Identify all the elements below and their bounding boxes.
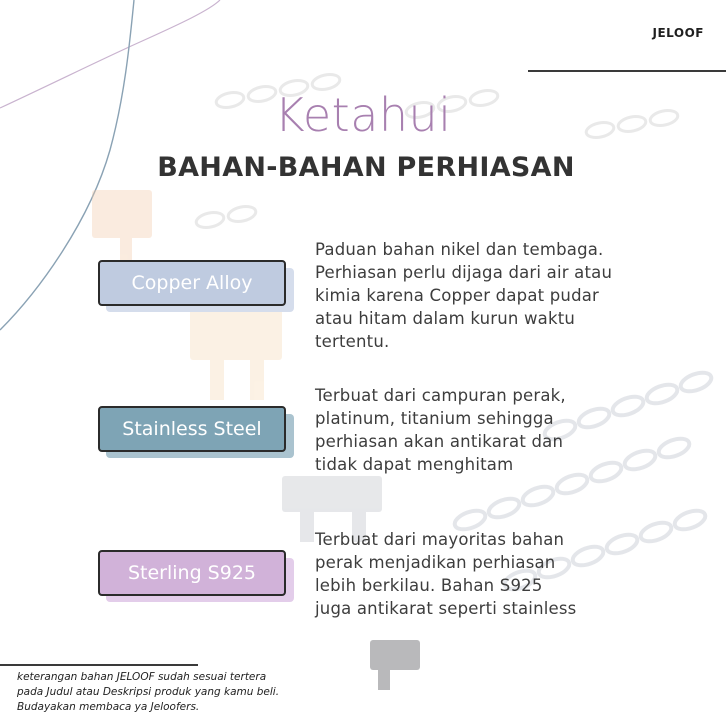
description-line: platinum, titanium sehingga: [315, 409, 554, 428]
description-line: tidak dapat menghitam: [315, 455, 514, 474]
footnote: [17, 670, 337, 715]
page-title: Ketahui: [274, 88, 452, 142]
footnote-line: pada Judul atau Deskripsi produk yang kamu beli.: [17, 686, 280, 698]
description-line: atau hitam dalam kurun waktu: [315, 309, 576, 328]
footnote-line: keterangan bahan JELOOF sudah sesuai tertera: [17, 671, 267, 683]
description-line: perak menjadikan perhiasan: [315, 553, 556, 572]
description-line: kimia karena Copper dapat pudar: [315, 286, 600, 305]
material-label: Sterling S925: [98, 550, 286, 596]
material-badge-sterling-s925: [98, 550, 294, 602]
description-line: tertentu.: [315, 332, 390, 351]
material-badge-stainless-steel: [98, 406, 294, 458]
material-description-sterling-s925: [315, 528, 615, 620]
description-line: juga antikarat seperti stainless: [315, 599, 577, 618]
material-label: Stainless Steel: [98, 406, 286, 452]
description-line: Terbuat dari mayoritas bahan: [315, 530, 565, 549]
description-line: Perhiasan perlu dijaga dari air atau: [315, 263, 613, 282]
brand-logo: JELOOF: [652, 26, 704, 40]
material-description-stainless-steel: [315, 384, 615, 476]
footnote-line: Budayakan membaca ya Jeloofers.: [17, 701, 200, 713]
description-line: Paduan bahan nikel dan tembaga.: [315, 240, 604, 259]
material-badge-copper-alloy: [98, 260, 294, 312]
description-line: perhiasan akan antikarat dan: [315, 432, 564, 451]
page-subtitle: BAHAN-BAHAN PERHIASAN: [157, 152, 575, 183]
description-line: lebih berkilau. Bahan S925: [315, 576, 543, 595]
material-description-copper-alloy: [315, 238, 615, 353]
footer-divider: [0, 664, 198, 666]
description-line: Terbuat dari campuran perak,: [315, 386, 566, 405]
material-label: Copper Alloy: [98, 260, 286, 306]
header-divider: [528, 70, 726, 72]
